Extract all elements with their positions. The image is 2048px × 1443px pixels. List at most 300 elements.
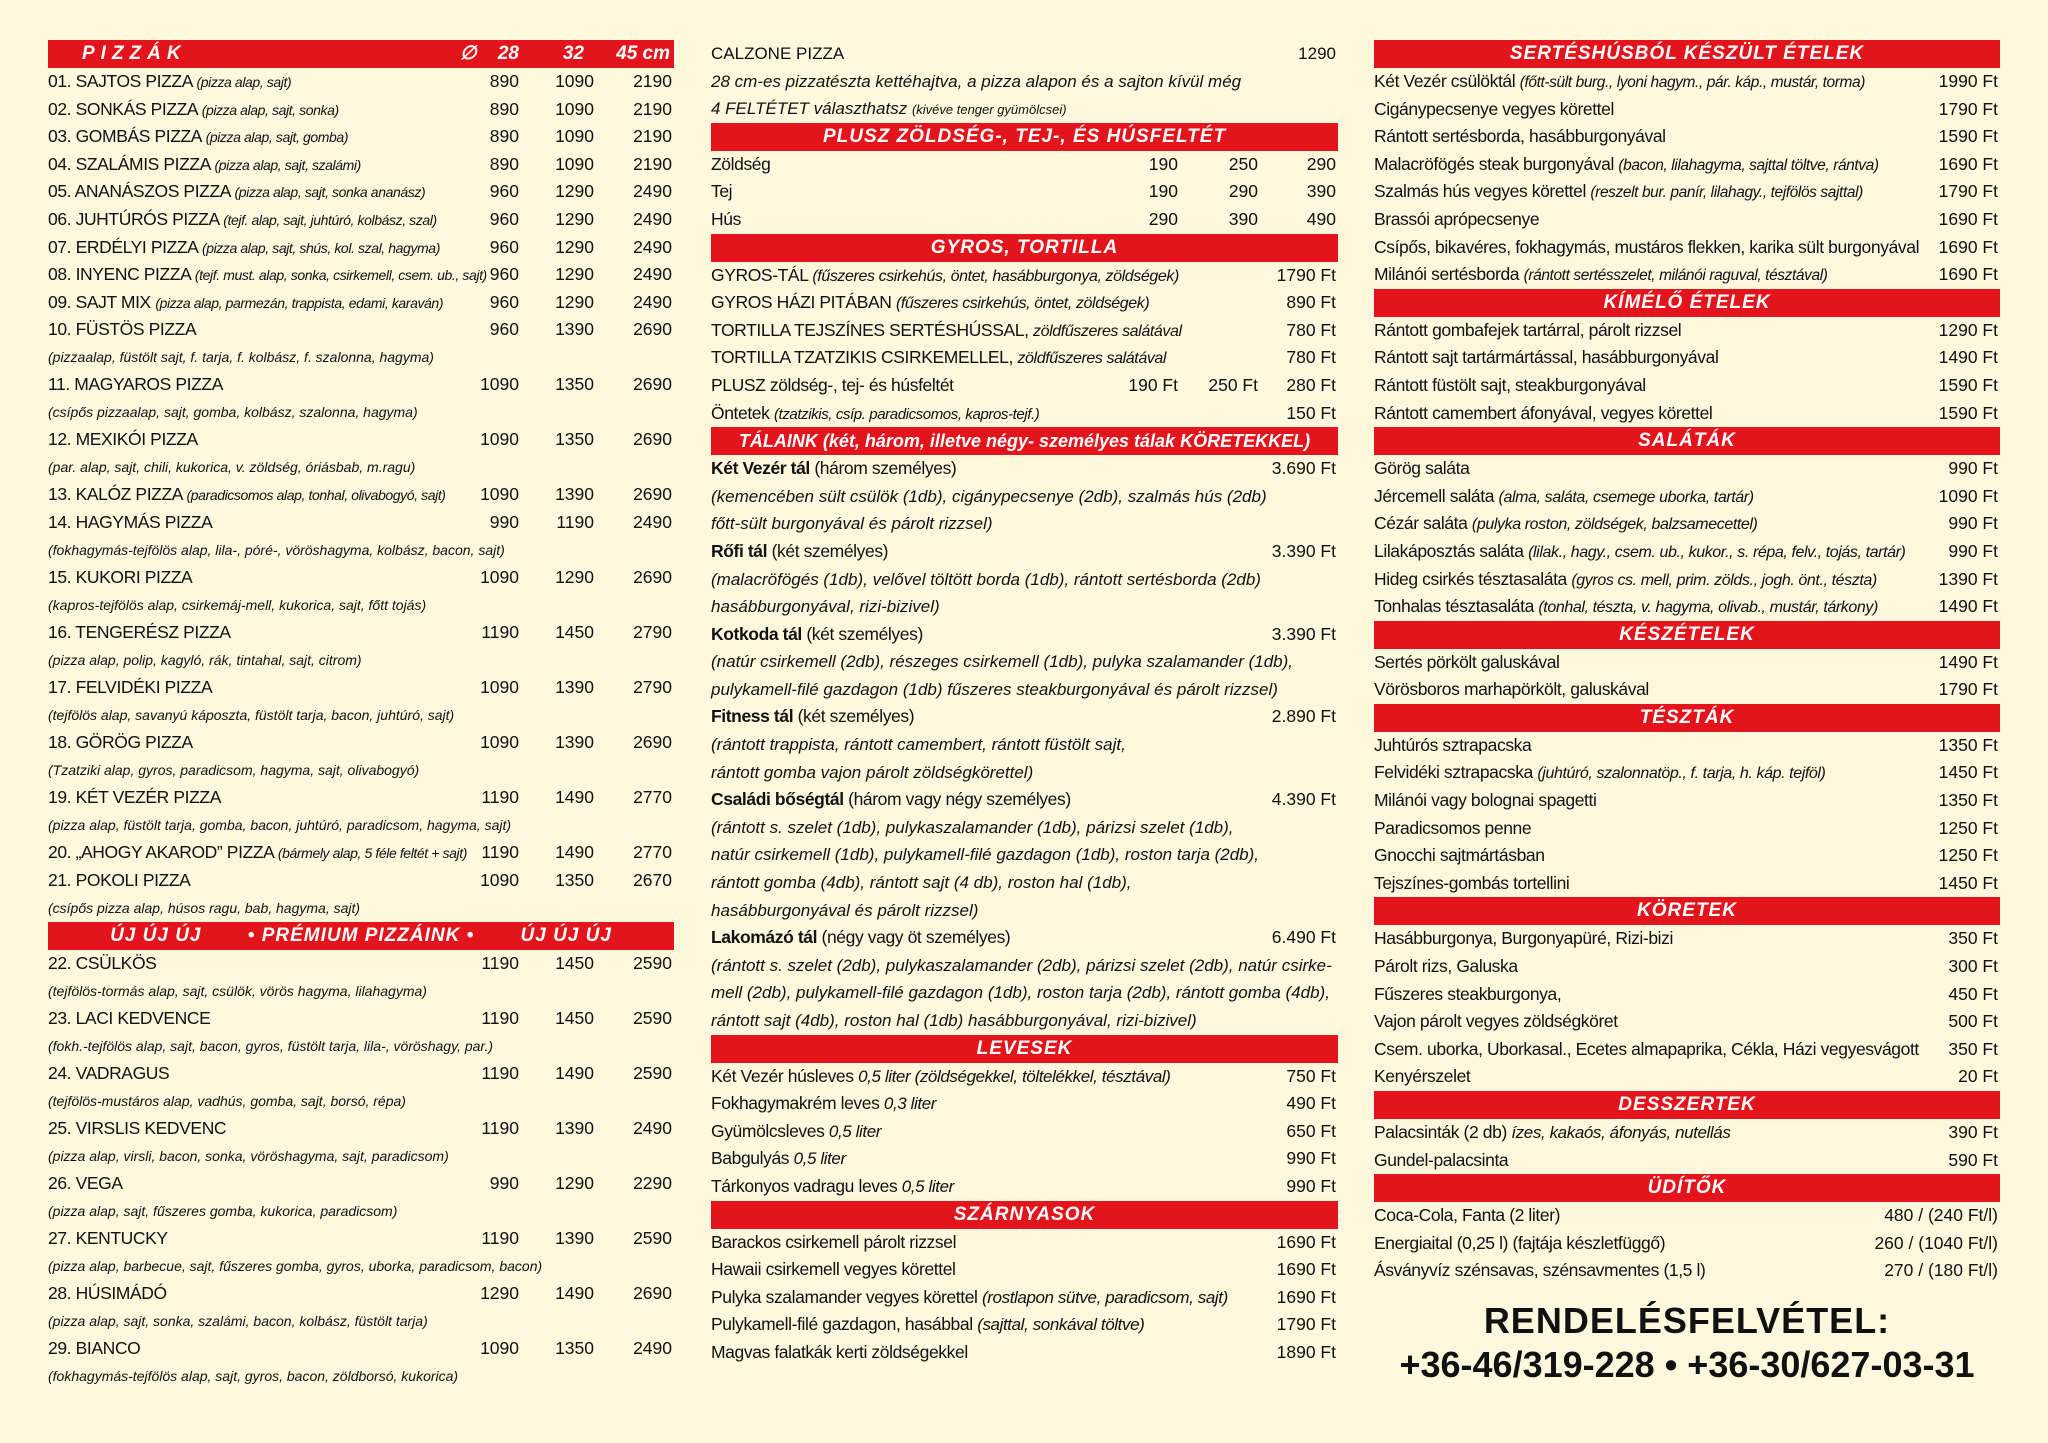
tal-persons: (két személyes) bbox=[797, 706, 915, 727]
item-price: 1690 Ft bbox=[1276, 1259, 1336, 1280]
menu-item bbox=[1374, 953, 2000, 981]
item-price: 2490 bbox=[633, 181, 672, 202]
item-name: Milánói vagy bolognai spagetti bbox=[1374, 790, 1597, 811]
item-name: Hasábburgonya, Burgonyapüré, Rizi-bizi bbox=[1374, 928, 1673, 949]
item-price: 1390 bbox=[555, 1117, 594, 1138]
item-label bbox=[711, 178, 732, 206]
menu-item bbox=[711, 1339, 1338, 1367]
item-label bbox=[1374, 68, 1865, 97]
item-name: 29. BIANCO bbox=[48, 1337, 141, 1358]
item-label bbox=[48, 1115, 226, 1143]
item-label bbox=[1374, 1036, 1919, 1064]
calzone-note-2 bbox=[711, 95, 1338, 123]
item-price: 1190 bbox=[481, 1007, 519, 1028]
item-name: 19. KÉT VEZÉR PIZZA bbox=[48, 786, 221, 807]
tal-name: Két Vezér tál bbox=[711, 458, 810, 479]
item-name: Tejszínes-gombás tortellini bbox=[1374, 872, 1570, 893]
tal-item bbox=[711, 455, 1338, 483]
item-label bbox=[711, 317, 1182, 346]
item-desc: (csípős pizza alap, húsos ragu, bab, hagyma, sajt) bbox=[48, 899, 361, 916]
item-price: 300 Ft bbox=[1948, 956, 1998, 977]
tal-label bbox=[711, 924, 1010, 952]
item-price: 1450 Ft bbox=[1938, 872, 1998, 893]
menu-item bbox=[1374, 1202, 2000, 1230]
item-label bbox=[711, 1311, 1144, 1339]
menu-item bbox=[48, 509, 674, 564]
item-label bbox=[48, 674, 212, 702]
item-name: Fokhagymakrém leves bbox=[711, 1093, 880, 1114]
item-label bbox=[1374, 178, 1863, 207]
tal-item bbox=[711, 924, 1338, 952]
item-price: 500 Ft bbox=[1948, 1011, 1998, 1032]
item-name: 28. HÚSIMÁDÓ bbox=[48, 1282, 167, 1303]
tal-desc: (kemencében sült csülök (1db), cigánypecsenye (2db), szalmás hús (2db) bbox=[711, 486, 1267, 506]
item-price: 1090 bbox=[555, 71, 594, 91]
premium-header bbox=[48, 922, 674, 950]
kimelo-list bbox=[1374, 317, 2000, 427]
menu-item bbox=[1374, 206, 2000, 234]
item-name: Gundel-palacsinta bbox=[1374, 1149, 1509, 1170]
item-name: 18. GÖRÖG PIZZA bbox=[48, 731, 193, 752]
menu-item bbox=[1374, 593, 2000, 621]
item-desc: (pizza alap, sajt, sonka) bbox=[201, 101, 339, 118]
item-name: Rántott camembert áfonyával, vegyes körettel bbox=[1374, 402, 1713, 423]
item-name: 24. VADRAGUS bbox=[48, 1062, 170, 1083]
item-label bbox=[48, 619, 231, 647]
gyros-plusz-name: PLUSZ zöldség-, tej- és húsfeltét bbox=[711, 374, 954, 395]
item-desc: (pizza alap, sajt, fűszeres gomba, kukorica, paradicsom) bbox=[48, 1202, 398, 1219]
item-name: Hideg csirkés tésztasaláta bbox=[1374, 568, 1567, 589]
item-label bbox=[711, 206, 741, 234]
item-name: 22. CSÜLKÖS bbox=[48, 952, 157, 973]
tal-desc: rántott sajt (4db), roston hal (1db) hasábburgonyával, rizi-bizivel) bbox=[711, 1011, 1197, 1030]
item-label bbox=[711, 1256, 956, 1284]
menu-item bbox=[711, 289, 1338, 317]
item-desc: (fokh.-tejfölös alap, sajt, bacon, gyros, füstölt tarja, lila-, vöröshagy, par.) bbox=[48, 1037, 494, 1054]
tal-price: 2.890 Ft bbox=[1271, 706, 1336, 727]
item-label bbox=[711, 1118, 881, 1146]
tal-name: Kotkoda tál bbox=[711, 623, 802, 644]
menu-item bbox=[48, 1060, 674, 1115]
item-label bbox=[1374, 676, 1649, 704]
item-price: 1090 bbox=[480, 869, 519, 890]
menu-item bbox=[711, 344, 1338, 372]
item-price: 1390 bbox=[555, 319, 594, 340]
menu-item bbox=[711, 1145, 1338, 1173]
calzone-row bbox=[711, 40, 1338, 68]
item-price: 1090 Ft bbox=[1938, 485, 1998, 506]
premium-list bbox=[48, 950, 674, 1390]
talak-header: TÁLAINK (két, három, illetve négy- személyes tálak KÖRETEKKEL) bbox=[711, 427, 1338, 455]
menu-item bbox=[48, 371, 674, 426]
item-price: 2590 bbox=[633, 952, 672, 973]
item-price: 2690 bbox=[633, 1282, 672, 1303]
item-desc: (Tzatziki alap, gyros, paradicsom, hagyma, sajt, olivabogyó) bbox=[48, 761, 420, 778]
item-price: 960 bbox=[489, 181, 519, 202]
menu-item bbox=[48, 619, 674, 674]
item-price: 490 bbox=[1306, 208, 1336, 229]
item-label bbox=[48, 784, 221, 812]
menu-item bbox=[48, 1225, 674, 1280]
item-desc: (pizza alap, sajt, szalámi) bbox=[214, 156, 361, 173]
item-label bbox=[1374, 1119, 1730, 1147]
item-price: 960 bbox=[489, 264, 519, 285]
item-desc: zöldfűszeres salátával bbox=[1033, 322, 1182, 340]
menu-item bbox=[48, 206, 674, 234]
item-name: Jércemell saláta bbox=[1374, 485, 1495, 506]
item-name: Tej bbox=[711, 181, 733, 202]
menu-item bbox=[48, 1005, 674, 1060]
menu-item bbox=[711, 206, 1338, 234]
tal-item bbox=[711, 621, 1338, 649]
item-name: Hawaii csirkemell vegyes körettel bbox=[711, 1259, 956, 1280]
item-name: Tárkonyos vadragu leves bbox=[711, 1175, 898, 1196]
menu-item bbox=[48, 234, 674, 262]
menu-item bbox=[48, 316, 674, 371]
item-label bbox=[711, 1339, 968, 1367]
item-label bbox=[1374, 566, 1877, 595]
item-price: 290 bbox=[1228, 181, 1258, 202]
item-name: 17. FELVIDÉKI PIZZA bbox=[48, 676, 213, 697]
menu-item bbox=[1374, 1230, 2000, 1258]
size-32: 32 bbox=[562, 43, 584, 64]
item-price: 1290 bbox=[555, 208, 594, 229]
menu-item bbox=[48, 784, 674, 839]
item-price: 960 bbox=[489, 319, 519, 340]
item-price: 990 Ft bbox=[1286, 1175, 1336, 1196]
item-price: 990 bbox=[489, 511, 519, 532]
item-price: 1390 bbox=[555, 484, 594, 505]
item-name: Lilakáposztás saláta bbox=[1374, 540, 1524, 561]
item-price: 1290 bbox=[555, 236, 594, 257]
item-label bbox=[48, 96, 339, 125]
item-price: 1390 bbox=[555, 731, 594, 752]
szarnyasok-list bbox=[711, 1229, 1338, 1367]
tal-desc: (rántott trappista, rántott camembert, rántott füstölt sajt, bbox=[711, 735, 1126, 755]
item-desc: (tejfölös-tormás alap, sajt, csülök, vörös hagyma, lilahagyma) bbox=[48, 982, 427, 999]
item-price: 2590 bbox=[633, 1007, 672, 1028]
item-price: 990 Ft bbox=[1286, 1148, 1336, 1169]
menu-item bbox=[1374, 566, 2000, 594]
item-desc: (pizza alap, barbecue, sajt, fűszeres gomba, gyros, uborka, paradicsom, bacon) bbox=[48, 1257, 543, 1274]
item-price: 2770 bbox=[633, 786, 672, 807]
item-price: 1350 bbox=[555, 869, 594, 890]
item-label bbox=[48, 729, 193, 757]
item-price: 1190 bbox=[481, 1062, 519, 1083]
item-label bbox=[48, 206, 437, 235]
plusz-header: PLUSZ ZÖLDSÉG-, TEJ-, ÉS HÚSFELTÉT bbox=[711, 123, 1338, 151]
item-price: 1690 Ft bbox=[1938, 236, 1998, 257]
item-label bbox=[1374, 455, 1469, 483]
item-desc: (pizza alap, polip, kagyló, rák, tintahal, sajt, citrom) bbox=[48, 651, 362, 668]
item-name: Juhtúrós sztrapacska bbox=[1374, 734, 1532, 755]
item-price: 1190 bbox=[481, 621, 519, 642]
item-label bbox=[711, 1173, 954, 1201]
item-label bbox=[1374, 206, 1539, 234]
item-name: 06. JUHTÚRÓS PIZZA bbox=[48, 208, 219, 229]
item-label bbox=[48, 426, 198, 454]
item-price: 390 bbox=[1228, 208, 1258, 229]
item-name: 23. LACI KEDVENCE bbox=[48, 1007, 211, 1028]
menu-item bbox=[1374, 1036, 2000, 1064]
menu-item bbox=[48, 950, 674, 1005]
tal-label bbox=[711, 786, 1071, 814]
item-price: 1490 Ft bbox=[1938, 651, 1998, 672]
item-name: 12. MEXIKÓI PIZZA bbox=[48, 429, 198, 450]
item-price: 250 bbox=[1228, 153, 1258, 174]
item-label bbox=[48, 839, 467, 868]
item-label bbox=[1374, 372, 1646, 400]
item-price: 1190 bbox=[556, 511, 594, 532]
item-price: 960 bbox=[489, 291, 519, 312]
menu-item bbox=[711, 262, 1338, 290]
item-label bbox=[1374, 759, 1825, 788]
sertes-list bbox=[1374, 68, 2000, 289]
item-price: 1090 bbox=[480, 484, 519, 505]
tal-label bbox=[711, 455, 956, 483]
item-label bbox=[48, 1170, 123, 1198]
gyros-plusz-price-2: 250 Ft bbox=[1208, 374, 1258, 395]
item-price: 890 Ft bbox=[1286, 292, 1336, 313]
item-price: 1290 bbox=[555, 291, 594, 312]
item-price: 260 / (1040 Ft/l) bbox=[1874, 1232, 1998, 1253]
item-name: Görög saláta bbox=[1374, 458, 1470, 479]
item-label bbox=[48, 1280, 167, 1308]
item-price: 1350 Ft bbox=[1938, 734, 1998, 755]
item-name: Malacröfögés steak burgonyával bbox=[1374, 153, 1614, 174]
menu-item bbox=[711, 1173, 1338, 1201]
keszetelek-list bbox=[1374, 649, 2000, 704]
item-price: 1090 bbox=[480, 731, 519, 752]
menu-item bbox=[1374, 68, 2000, 96]
item-name: TORTILLA TEJSZÍNES SERTÉSHÚSSAL, bbox=[711, 319, 1029, 340]
plusz-list bbox=[711, 151, 1338, 234]
item-name: Magvas falatkák kerti zöldségekkel bbox=[711, 1341, 968, 1362]
tal-label bbox=[711, 621, 923, 649]
item-label bbox=[711, 151, 770, 179]
item-name: 25. VIRSLIS KEDVENC bbox=[48, 1117, 227, 1138]
item-desc: (par. alap, sajt, chili, kukorica, v. zöldség, óriásbab, m.ragu) bbox=[48, 459, 416, 476]
item-name: Rántott sajt tartármártással, hasábburgonyával bbox=[1374, 347, 1719, 368]
item-desc: (sajttal, sonkával töltve) bbox=[977, 1315, 1145, 1335]
menu-item bbox=[1374, 483, 2000, 511]
item-name: Barackos csirkemell párolt rizzsel bbox=[711, 1231, 957, 1252]
pizzak-header bbox=[48, 40, 674, 68]
tal-price: 6.490 Ft bbox=[1271, 927, 1336, 948]
item-price: 1250 Ft bbox=[1938, 845, 1998, 866]
item-price: 1350 bbox=[555, 374, 594, 395]
item-name: Milánói sertésborda bbox=[1374, 264, 1520, 285]
item-label bbox=[711, 1284, 1228, 1312]
menu-item bbox=[1374, 151, 2000, 179]
middle-column bbox=[711, 40, 1338, 1367]
item-price: 1290 bbox=[555, 1172, 594, 1193]
menu-item bbox=[711, 1118, 1338, 1146]
item-desc: (csípős pizzaalap, sajt, gomba, kolbász, szalonna, hagyma) bbox=[48, 404, 418, 421]
item-name: Két Vezér húsleves bbox=[711, 1065, 854, 1086]
item-price: 990 Ft bbox=[1948, 540, 1998, 561]
item-price: 1290 bbox=[555, 181, 594, 202]
right-column bbox=[1374, 40, 2000, 1285]
item-desc: (pizza alap, parmezán, trappista, edami, karaván) bbox=[155, 294, 444, 311]
item-desc: (lilak., hagy., csem. ub., kukor., s. répa, felv., tojás, tartár) bbox=[1528, 543, 1906, 561]
menu-item bbox=[48, 1115, 674, 1170]
menu-item bbox=[1374, 1119, 2000, 1147]
item-label bbox=[1374, 261, 1828, 290]
item-name: 04. SZALÁMIS PIZZA bbox=[48, 153, 211, 174]
tal-price: 3.390 Ft bbox=[1271, 623, 1336, 644]
item-price: 1350 Ft bbox=[1938, 790, 1998, 811]
item-price: 1790 Ft bbox=[1938, 679, 1998, 700]
item-price: 1190 bbox=[481, 841, 519, 862]
item-desc: (pizza alap, füstölt tarja, gomba, bacon, juhtúró, paradicsom, hagyma, sajt) bbox=[48, 816, 512, 833]
item-label bbox=[48, 481, 446, 510]
item-name: Rántott gombafejek tartárral, párolt rizzsel bbox=[1374, 319, 1682, 340]
item-price: 350 Ft bbox=[1948, 1038, 1998, 1059]
item-price: 1450 bbox=[555, 621, 594, 642]
item-label bbox=[48, 1225, 168, 1253]
item-label bbox=[48, 261, 487, 290]
keszetelek-header: KÉSZÉTELEK bbox=[1374, 621, 2000, 649]
item-price: 480 / (240 Ft/l) bbox=[1884, 1205, 1998, 1226]
item-desc: 0,5 liter bbox=[793, 1149, 846, 1169]
menu-item bbox=[48, 1335, 674, 1390]
item-name: GYROS-TÁL bbox=[711, 264, 808, 285]
item-price: 1690 Ft bbox=[1276, 1231, 1336, 1252]
item-price: 2690 bbox=[633, 374, 672, 395]
tal-item bbox=[711, 786, 1338, 814]
menu-item bbox=[1374, 455, 2000, 483]
item-price: 1450 bbox=[555, 1007, 594, 1028]
menu-item bbox=[1374, 759, 2000, 787]
item-label bbox=[48, 316, 196, 344]
item-desc: (pizza alap, virsli, bacon, sonka, vöröshagyma, sajt, paradicsom) bbox=[48, 1147, 449, 1164]
item-label bbox=[1374, 1147, 1508, 1175]
item-price: 990 Ft bbox=[1948, 458, 1998, 479]
item-price: 1690 Ft bbox=[1938, 264, 1998, 285]
item-price: 270 / (180 Ft/l) bbox=[1884, 1260, 1998, 1281]
item-name: Gnocchi sajtmártásban bbox=[1374, 845, 1545, 866]
item-price: 2690 bbox=[633, 731, 672, 752]
item-price: 1590 Ft bbox=[1938, 126, 1998, 147]
item-label bbox=[711, 262, 1179, 291]
item-price: 1790 Ft bbox=[1276, 264, 1336, 285]
item-name: 26. VEGA bbox=[48, 1172, 123, 1193]
item-price: 890 bbox=[489, 98, 519, 119]
item-label bbox=[48, 234, 440, 263]
item-label bbox=[1374, 1230, 1665, 1258]
menu-item bbox=[48, 1280, 674, 1335]
item-desc: 0,5 liter bbox=[828, 1121, 882, 1141]
menu-item bbox=[711, 151, 1338, 179]
item-price: 190 bbox=[1148, 181, 1178, 202]
order-title: RENDELÉSFELVÉTEL: bbox=[1483, 1300, 1891, 1341]
ontetek-price: 150 Ft bbox=[1286, 402, 1336, 423]
menu-item bbox=[48, 289, 674, 317]
menu-item bbox=[1374, 870, 2000, 898]
item-price: 960 bbox=[489, 236, 519, 257]
item-name: Paradicsomos penne bbox=[1374, 817, 1532, 838]
tesztak-list bbox=[1374, 732, 2000, 898]
item-label bbox=[1374, 870, 1569, 898]
item-price: 1390 bbox=[555, 1227, 594, 1248]
item-name: Zöldség bbox=[711, 153, 771, 174]
item-desc: (gyros cs. mell, prim. zölds., jogh. önt., tészta) bbox=[1571, 571, 1877, 589]
item-label bbox=[48, 123, 348, 152]
salatak-header: SALÁTÁK bbox=[1374, 427, 2000, 455]
item-name: 07. ERDÉLYI PIZZA bbox=[48, 236, 198, 257]
item-label bbox=[1374, 787, 1596, 815]
item-price: 2190 bbox=[633, 153, 672, 174]
item-desc: (bármely alap, 5 féle feltét + sajt) bbox=[277, 844, 467, 861]
item-desc: (pizza alap, sajt, gomba) bbox=[205, 129, 349, 146]
menu-item bbox=[48, 564, 674, 619]
item-label bbox=[1374, 815, 1531, 843]
item-label bbox=[1374, 400, 1712, 428]
item-price: 390 Ft bbox=[1948, 1122, 1998, 1142]
menu-item bbox=[711, 1256, 1338, 1284]
item-price: 1890 Ft bbox=[1276, 1341, 1336, 1362]
item-price: 1350 bbox=[555, 429, 594, 450]
gyros-plusz-row bbox=[711, 372, 1338, 400]
item-price: 990 Ft bbox=[1948, 513, 1998, 534]
koretek-list bbox=[1374, 925, 2000, 1091]
tal-label bbox=[711, 703, 914, 731]
tal-name: Családi bőségtál bbox=[711, 789, 844, 810]
item-price: 2790 bbox=[633, 621, 672, 642]
tal-desc: (rántott s. szelet (2db), pulykaszalamander (2db), párizsi szelet (2db), natúr csirke- bbox=[711, 955, 1332, 975]
menu-item bbox=[48, 68, 674, 96]
item-price: 1490 bbox=[555, 1062, 594, 1083]
item-desc: (pizza alap, sajt, sonka, szalámi, bacon, kolbász, füstölt tarja) bbox=[48, 1312, 428, 1329]
menu-item bbox=[1374, 123, 2000, 151]
item-price: 1250 Ft bbox=[1938, 817, 1998, 838]
item-desc: (tejf. must. alap, sonka, csirkemell, csem. ub., sajt) bbox=[194, 267, 487, 284]
item-name: GYROS HÁZI PITÁBAN bbox=[711, 292, 892, 313]
item-name: Ásványvíz szénsavas, szénsavmentes (1,5 l) bbox=[1374, 1260, 1706, 1281]
item-name: Sertés pörkölt galuskával bbox=[1374, 651, 1560, 672]
item-label bbox=[1374, 344, 1718, 372]
item-desc: (fűszeres csirkehús, öntet, hasábburgonya, zöldségek) bbox=[812, 267, 1179, 285]
item-price: 1090 bbox=[480, 1337, 519, 1358]
item-name: 10. FÜSTÖS PIZZA bbox=[48, 319, 197, 340]
ontetek-desc: (tzatzikis, csíp. paradicsomos, kapros-tejf.) bbox=[773, 405, 1040, 423]
levesek-header: LEVESEK bbox=[711, 1035, 1338, 1063]
item-price: 1490 bbox=[555, 841, 594, 862]
item-price: 1090 bbox=[555, 98, 594, 119]
item-price: 2490 bbox=[633, 1337, 672, 1358]
tal-desc: (natúr csirkemell (2db), részeges csirkemell (1db), pulyka szalamander (1db), bbox=[711, 652, 1293, 672]
item-price: 1290 Ft bbox=[1938, 319, 1998, 340]
menu-item bbox=[711, 1311, 1338, 1339]
item-price: 2190 bbox=[633, 126, 672, 147]
item-label bbox=[48, 371, 223, 399]
item-price: 390 bbox=[1306, 181, 1336, 202]
menu-item bbox=[1374, 981, 2000, 1009]
kimelo-header: KÍMÉLŐ ÉTELEK bbox=[1374, 289, 2000, 317]
item-price: 1690 Ft bbox=[1276, 1286, 1336, 1307]
item-price: 1490 Ft bbox=[1938, 596, 1998, 617]
order-phones[interactable]: +36-46/319-228 • +36-30/627-03-31 bbox=[1399, 1344, 1975, 1385]
item-desc: (paradicsomos alap, tonhal, olivabogyó, sajt) bbox=[186, 487, 446, 504]
menu-item bbox=[1374, 732, 2000, 760]
tal-name: Fitness tál bbox=[711, 706, 794, 727]
pizza-list bbox=[48, 68, 674, 922]
menu-item bbox=[48, 178, 674, 206]
item-price: 1290 bbox=[555, 264, 594, 285]
item-name: Csípős, bikavéres, fokhagymás, mustáros flekken, karika sült burgonyával bbox=[1374, 236, 1920, 257]
item-desc: (tejfölös alap, savanyú káposzta, füstölt tarja, bacon, juhtúró, sajt) bbox=[48, 706, 455, 723]
